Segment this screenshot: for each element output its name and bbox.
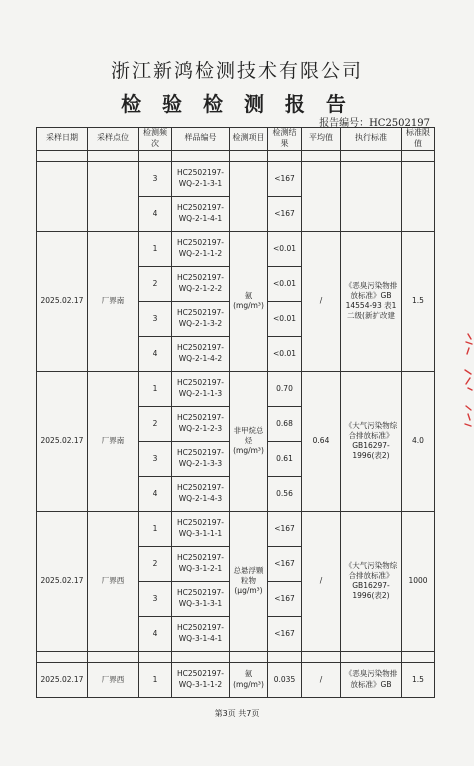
table-row xyxy=(37,231,435,266)
table-row xyxy=(37,511,435,546)
result-cell: <167 xyxy=(268,616,302,651)
limit-cell: 1000 xyxy=(402,511,435,651)
results-table xyxy=(36,127,435,698)
company-name: 浙江新鸿检测技术有限公司 xyxy=(110,60,363,82)
page-number: 第3页 共7页 xyxy=(214,709,260,718)
column-header: 平均值 xyxy=(302,128,341,151)
sample-id-cell: HC2502197-WQ-2-1-1-3 xyxy=(172,371,230,406)
sample-site-cell xyxy=(88,161,139,231)
sample-site-cell: 厂界南 xyxy=(88,231,139,371)
table-spacer-row xyxy=(37,651,435,662)
limit-cell xyxy=(402,161,435,231)
column-header: 检测频次 xyxy=(139,128,172,151)
table-row xyxy=(37,161,435,196)
frequency-cell: 1 xyxy=(139,231,172,266)
report-number: 报告编号：HC2502197 xyxy=(319,118,430,129)
column-header: 标准限值 xyxy=(402,128,435,151)
result-cell: <167 xyxy=(268,161,302,196)
average-cell: / xyxy=(302,662,341,697)
column-header: 检测项目 xyxy=(230,128,268,151)
result-cell: <0.01 xyxy=(268,336,302,371)
standard-cell xyxy=(341,161,402,231)
result-cell: 0.61 xyxy=(268,441,302,476)
frequency-cell: 4 xyxy=(139,196,172,231)
limit-cell: 4.0 xyxy=(402,371,435,511)
sample-site-cell: 厂界西 xyxy=(88,511,139,651)
column-header: 检测结果 xyxy=(268,128,302,151)
red-seal-fragment-icon xyxy=(462,330,474,430)
limit-cell: 1.5 xyxy=(402,231,435,371)
frequency-cell: 2 xyxy=(139,266,172,301)
sample-date-cell: 2025.02.17 xyxy=(37,231,88,371)
limit-cell: 1.5 xyxy=(402,662,435,697)
sample-date-cell: 2025.02.17 xyxy=(37,511,88,651)
frequency-cell: 2 xyxy=(139,406,172,441)
frequency-cell: 4 xyxy=(139,476,172,511)
sample-id-cell: HC2502197-WQ-2-1-1-2 xyxy=(172,231,230,266)
sample-id-cell: HC2502197-WQ-2-1-4-1 xyxy=(172,196,230,231)
standard-cell: 《大气污染物综合排放标准》GB16297-1996(表2) xyxy=(341,511,402,651)
result-cell: 0.70 xyxy=(268,371,302,406)
average-cell: 0.64 xyxy=(302,371,341,511)
frequency-cell: 3 xyxy=(139,161,172,196)
sample-id-cell: HC2502197-WQ-3-1-1-1 xyxy=(172,511,230,546)
result-cell: 0.68 xyxy=(268,406,302,441)
frequency-cell: 1 xyxy=(139,662,172,697)
frequency-cell: 1 xyxy=(139,371,172,406)
sample-id-cell: HC2502197-WQ-3-1-3-1 xyxy=(172,581,230,616)
test-item-cell xyxy=(230,161,268,231)
frequency-cell: 2 xyxy=(139,546,172,581)
sample-id-cell: HC2502197-WQ-3-1-4-1 xyxy=(172,616,230,651)
column-header: 样品编号 xyxy=(172,128,230,151)
sample-id-cell: HC2502197-WQ-2-1-4-2 xyxy=(172,336,230,371)
average-cell: / xyxy=(302,231,341,371)
frequency-cell: 3 xyxy=(139,441,172,476)
column-header: 采样点位 xyxy=(88,128,139,151)
table-row xyxy=(37,371,435,406)
sample-id-cell: HC2502197-WQ-2-1-3-2 xyxy=(172,301,230,336)
result-cell: <167 xyxy=(268,581,302,616)
sample-id-cell: HC2502197-WQ-3-1-1-2 xyxy=(172,662,230,697)
sample-date-cell: 2025.02.17 xyxy=(37,662,88,697)
standard-cell: 《恶臭污染物排放标准》GB 14554-93 表1二级(新扩改建 xyxy=(341,231,402,371)
result-cell: 0.035 xyxy=(268,662,302,697)
sample-date-cell: 2025.02.17 xyxy=(37,371,88,511)
sample-id-cell: HC2502197-WQ-2-1-3-1 xyxy=(172,161,230,196)
average-cell: / xyxy=(302,511,341,651)
frequency-cell: 3 xyxy=(139,581,172,616)
sample-id-cell: HC2502197-WQ-2-1-4-3 xyxy=(172,476,230,511)
table-header-row xyxy=(37,128,435,151)
result-cell: <167 xyxy=(268,511,302,546)
result-cell: 0.56 xyxy=(268,476,302,511)
report-title: 检 验 检 测 报 告 xyxy=(121,92,353,116)
result-cell: <0.01 xyxy=(268,231,302,266)
sample-site-cell: 厂界南 xyxy=(88,371,139,511)
table-spacer-row xyxy=(37,150,435,161)
standard-cell: 《恶臭污染物排放标准》GB xyxy=(341,662,402,697)
average-cell xyxy=(302,161,341,231)
sample-id-cell: HC2502197-WQ-2-1-3-3 xyxy=(172,441,230,476)
sample-id-cell: HC2502197-WQ-2-1-2-2 xyxy=(172,266,230,301)
result-cell: <0.01 xyxy=(268,301,302,336)
test-item-cell: 氨(mg/m³) xyxy=(230,662,268,697)
result-cell: <167 xyxy=(268,196,302,231)
table-row xyxy=(37,662,435,697)
sample-id-cell: HC2502197-WQ-2-1-2-3 xyxy=(172,406,230,441)
test-item-cell: 氨(mg/m³) xyxy=(230,231,268,371)
frequency-cell: 3 xyxy=(139,301,172,336)
frequency-cell: 4 xyxy=(139,616,172,651)
sample-date-cell xyxy=(37,161,88,231)
frequency-cell: 4 xyxy=(139,336,172,371)
column-header: 采样日期 xyxy=(37,128,88,151)
sample-id-cell: HC2502197-WQ-3-1-2-1 xyxy=(172,546,230,581)
frequency-cell: 1 xyxy=(139,511,172,546)
result-cell: <167 xyxy=(268,546,302,581)
column-header: 执行标准 xyxy=(341,128,402,151)
result-cell: <0.01 xyxy=(268,266,302,301)
standard-cell: 《大气污染物综合排放标准》GB16297-1996(表2) xyxy=(341,371,402,511)
test-item-cell: 非甲烷总烃(mg/m³) xyxy=(230,371,268,511)
sample-site-cell: 厂界西 xyxy=(88,662,139,697)
test-item-cell: 总悬浮颗粒物(μg/m³) xyxy=(230,511,268,651)
